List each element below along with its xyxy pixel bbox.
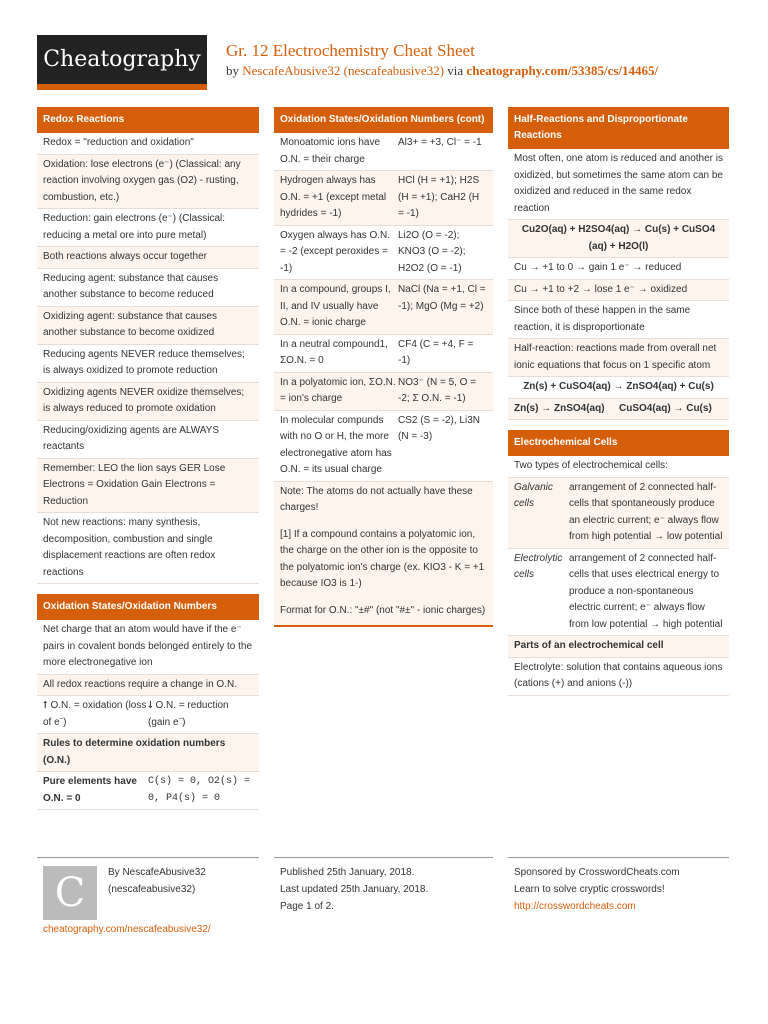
equation: Zn(s) → ZnSO4(aq) — [514, 402, 605, 414]
list-item: Parts of an electrochemical cell — [508, 636, 729, 658]
example-cell: Al3+ = +3, Cl⁻ = -1 — [398, 137, 482, 148]
list-item: Net charge that an atom would have if the e⁻ pairs in covalent bonds belonged entirely to the more electronegative ion — [37, 620, 259, 675]
list-item: Oxidizing agents NEVER oxidize themselves; is always reduced to promote oxidation — [37, 383, 259, 421]
equation: Zn(s) + CuSO4(aq) → ZnSO4(aq) + Cu(s) — [508, 377, 729, 399]
example-cell: CS2 (S = -2), Li3N (N = -3) — [398, 414, 480, 442]
list-item: Cu → +1 to +2 → lose 1 e⁻ → oxidized — [508, 280, 729, 302]
column-2 — [274, 107, 493, 627]
footer-author-name[interactable]: By NescafeAbusive32 — [108, 867, 206, 878]
footer-author-link[interactable]: cheatography.com/nescafeabusive32/ — [43, 924, 211, 935]
footer-published — [280, 864, 428, 915]
format-text: Format for O.N.: "±#" (not "#±" - ionic charges) — [280, 604, 486, 616]
updated-date: Last updated 25th January, 2018. — [280, 884, 429, 895]
sponsor-text: Sponsored by CrosswordCheats.com — [514, 867, 680, 878]
pure-elements-examples: C(s) = 0, O2(s) = 0, P4(s) = 0 — [148, 776, 251, 804]
sheet-url-link[interactable]: cheatography.com/53385/cs/14465/ — [466, 63, 659, 78]
on-up-cell: ⭡ O.N. = oxidation (loss of e⁻) — [43, 700, 147, 728]
column-3 — [508, 107, 729, 696]
list-item — [37, 696, 259, 734]
footer-divider — [37, 857, 259, 858]
list-item: Since both of these happen in the same reaction, it is disproportionate — [508, 301, 729, 339]
note-text: Note: The atoms do not actually have these charges! — [280, 485, 473, 513]
table-row — [274, 226, 493, 281]
table-row — [274, 373, 493, 411]
list-item: Redox = "reduction and oxidation" — [37, 133, 259, 155]
pure-elements-cell: Pure elements have O.N. = 0 — [43, 776, 137, 804]
list-item — [37, 772, 259, 810]
definition-cell: arrangement of 2 connected half-cells that spontaneously produce an electric current; e⁻ always flow from high potential → low potential — [569, 481, 723, 542]
list-item: Electrolyte: solution that contains aqueous ions (cations (+) and anions (-)) — [508, 658, 729, 696]
term-cell: Galvanic cells — [514, 481, 553, 509]
list-item: Oxidation: lose electrons (e⁻) (Classical: any reaction involving oxygen gas (O2) - rusting, combustion, etc.) — [37, 155, 259, 210]
example-cell: NaCl (Na = +1, Cl = -1); MgO (Mg = +2) — [398, 284, 486, 312]
rule-cell: In molecular compunds with no O or H, the more electronegative atom has O.N. = its usual charge — [280, 414, 392, 475]
page-title: Gr. 12 Electrochemistry Cheat Sheet — [226, 41, 475, 60]
list-item: Oxidizing agent: substance that causes another substance to become oxidized — [37, 307, 259, 345]
column-1 — [37, 107, 259, 810]
table-row — [274, 280, 493, 335]
example-cell: CF4 (C = +4, F = -1) — [398, 338, 474, 366]
list-item: Not new reactions: many synthesis, decomposition, combustion and single displacement reactions are often redox reactions — [37, 513, 259, 584]
table-row — [274, 171, 493, 226]
published-date: Published 25th January, 2018. — [280, 867, 415, 878]
half-equations-row — [508, 399, 729, 421]
author-avatar[interactable]: C — [43, 866, 97, 920]
footer-sponsor — [514, 864, 680, 915]
rule-cell: In a neutral compound1, ΣO.N. = 0 — [280, 338, 388, 366]
section-title-electrochemical-cells: Electrochemical Cells — [508, 430, 729, 456]
section-title-oxidation-numbers: Oxidation States/Oxidation Numbers — [37, 594, 259, 620]
by-label: by — [226, 63, 239, 78]
cheatography-logo[interactable] — [37, 35, 207, 90]
list-item: Reduction: gain electrons (e⁻) (Classical: reducing a metal ore into pure metal) — [37, 209, 259, 247]
via-label: via — [447, 63, 464, 78]
footer-author — [108, 864, 206, 898]
rule-cell: Oxygen always has O.N. = -2 (except peroxides = -1) — [280, 229, 391, 274]
term-cell: Electrolytic cells — [514, 552, 563, 580]
sponsor-link[interactable]: http://crosswordcheats.com — [514, 901, 636, 912]
list-item: All redox reactions require a change in O.N. — [37, 675, 259, 697]
rule-cell: Monoatomic ions have O.N. = their charge — [280, 137, 381, 165]
example-cell: Li2O (O = -2); KNO3 (O = -2); H2O2 (O = -1) — [398, 229, 466, 274]
section-title-oxidation-cont: Oxidation States/Oxidation Numbers (cont) — [274, 107, 493, 133]
equation: Cu2O(aq) + H2SO4(aq) → Cu(s) + CuSO4 (aq) + H2O(l) — [508, 220, 729, 258]
footer-divider — [508, 857, 729, 858]
list-item: Cu → +1 to 0 → gain 1 e⁻ → reduced — [508, 258, 729, 280]
table-row — [508, 478, 729, 549]
footer-divider — [274, 857, 493, 858]
table-row — [508, 549, 729, 637]
table-row — [274, 335, 493, 373]
list-item: Remember: LEO the lion says GER Lose Electrons = Oxidation Gain Electrons = Reduction — [37, 459, 259, 514]
list-item: Reducing agents NEVER reduce themselves; is always oxidized to promote reduction — [37, 345, 259, 383]
note-block — [274, 482, 493, 628]
sponsor-tagline: Learn to solve cryptic crosswords! — [514, 884, 665, 895]
on-down-cell: ⭣ O.N. = reduction (gain e⁻) — [148, 700, 229, 728]
list-item: Two types of electrochemical cells: — [508, 456, 729, 478]
byline — [226, 63, 658, 79]
table-row — [274, 133, 493, 171]
rule-cell: In a compound, groups I, II, and IV usually have O.N. = ionic charge — [280, 284, 391, 328]
definition-cell: arrangement of 2 connected half-cells that uses electrical energy to produce a non-spontaneous electric current; e⁻ always flow from low potential → high potential — [569, 552, 723, 630]
footer-author-handle: (nescafeabusive32) — [108, 884, 196, 895]
section-title-half-reactions: Half-Reactions and Disproportionate Reactions — [508, 107, 729, 149]
list-item: Reducing agent: substance that causes another substance to become reduced — [37, 269, 259, 307]
example-cell: HCl (H = +1); H2S (H = +1); CaH2 (H = -1) — [398, 175, 480, 219]
rule-cell: Hydrogen always has O.N. = +1 (except metal hydrides = -1) — [280, 175, 387, 219]
list-item: Both reactions always occur together — [37, 247, 259, 269]
footer-author-link-wrap — [43, 921, 211, 938]
table-row — [274, 411, 493, 482]
section-title-redox: Redox Reactions — [37, 107, 259, 133]
logo-text: Cheatography — [43, 47, 201, 72]
page-number: Page 1 of 2. — [280, 901, 334, 912]
equation: CuSO4(aq) → Cu(s) — [619, 402, 712, 414]
example-cell: NO3⁻ (N = 5, O = -2; Σ O.N. = -1) — [398, 376, 477, 404]
author-link[interactable]: NescafeAbusive32 (nescafeabusive32) — [242, 63, 445, 78]
list-item: Rules to determine oxidation numbers (O.N.) — [37, 734, 259, 772]
list-item: Half-reaction: reactions made from overall net ionic equations that focus on 1 specific atom — [508, 339, 729, 377]
footnote-text: [1] If a compound contains a polyatomic ion, the charge on the other ion is the opposite to the polyatomic ion's charge (ex. KIO3 - K = +1 because IO3 is 1-) — [280, 528, 485, 589]
list-item: Reducing/oxidizing agents are ALWAYS reactants — [37, 421, 259, 459]
list-item: Most often, one atom is reduced and another is oxidized, but sometimes the same atom can be oxidized and reduced in the same redox reaction — [508, 149, 729, 220]
rule-cell: In a polyatomic ion, ΣO.N. = ion's charge — [280, 376, 396, 404]
